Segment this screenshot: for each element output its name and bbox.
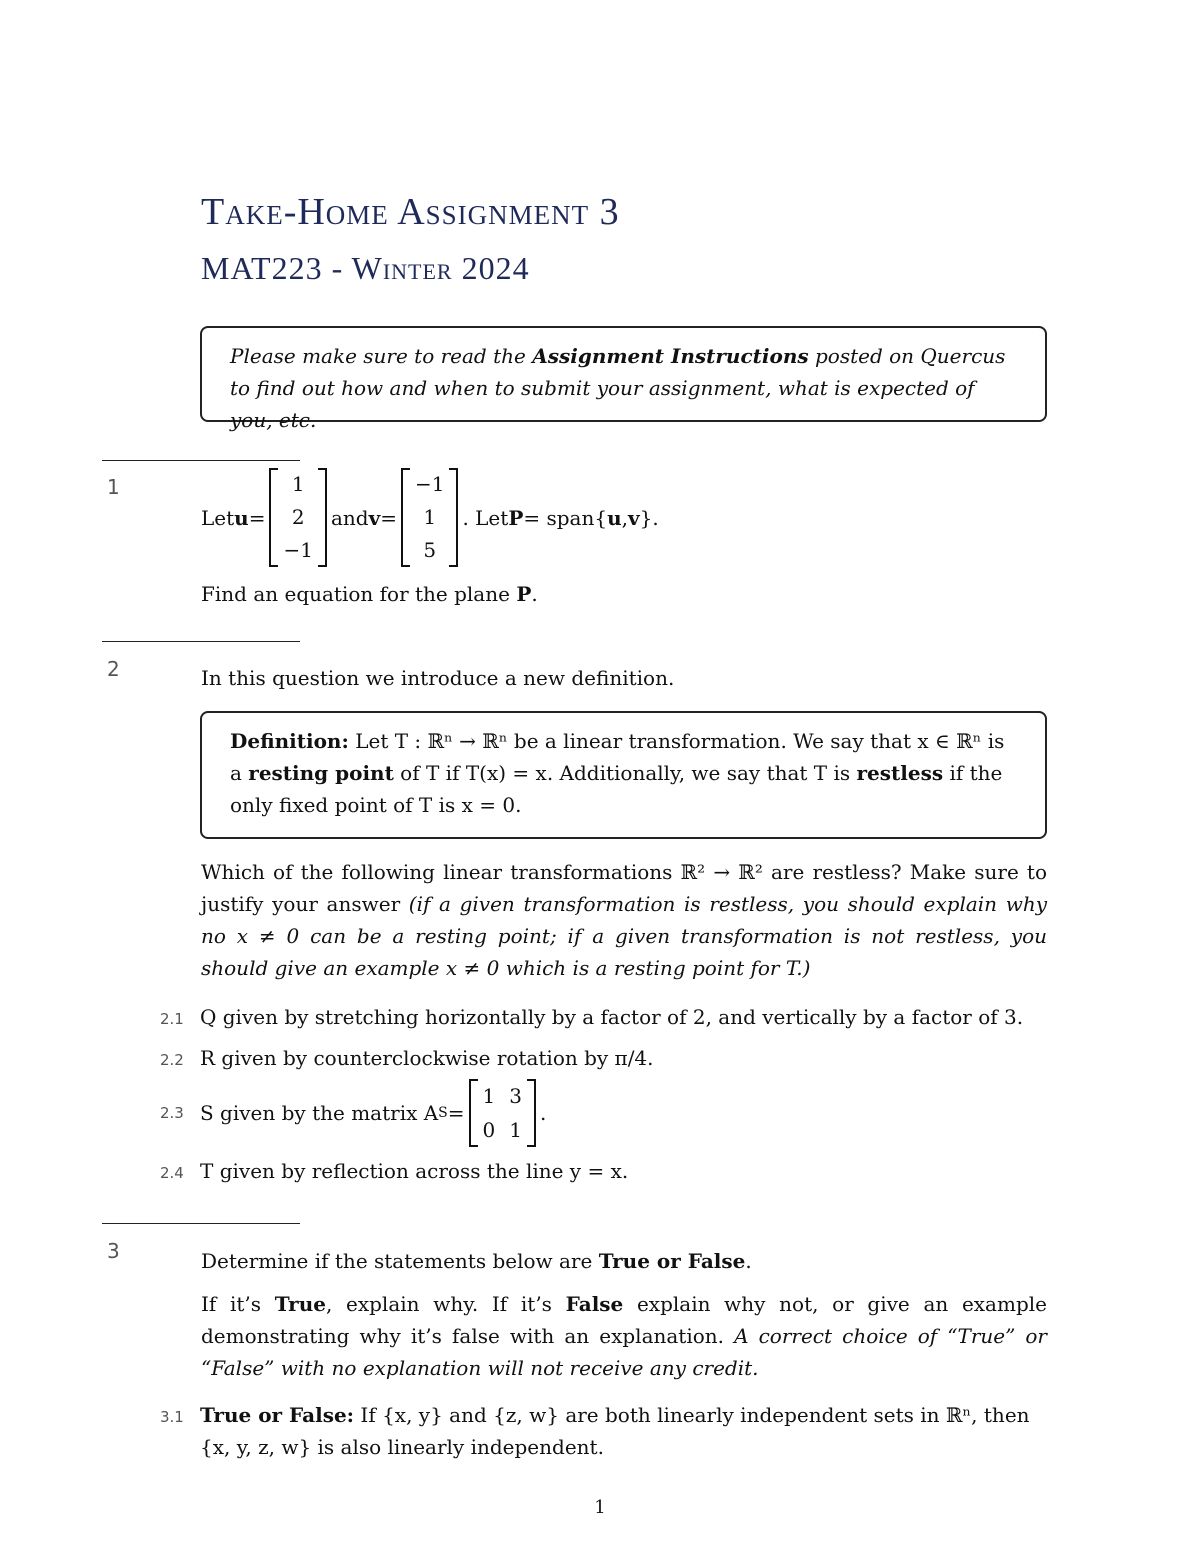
vector-v-symbol: v [368,505,381,530]
q3-item-text: If {x, y} and {z, w} are both linearly independent sets in ℝⁿ, then {x, y, z, w} is also linearly independent. [200,1403,1030,1459]
vector-v-entry: 1 [423,505,437,529]
q2-item-text: S given by the matrix A [200,1101,439,1125]
vector-u-entry: 1 [291,472,305,496]
definition-end: if the only fixed point of T is x = 0. [230,761,1003,817]
q2-item-number: 2.3 [160,1104,184,1122]
question-3-rule [102,1223,300,1224]
question-3-number: 3 [107,1239,120,1263]
q1-and-text: and [330,505,369,530]
matrix-entry: 1 [509,1118,522,1142]
q2-item-text: Q given by stretching horizontally by a factor of 2, and vertically by a factor of 3. [200,1005,1024,1029]
question-1-statement [201,468,1047,567]
vector-u-symbol: u [234,505,249,530]
matrix-entry: 1 [482,1084,496,1108]
question-2-number: 2 [107,657,120,681]
q2-item-end: . [540,1101,547,1125]
q2-item-1 [160,1001,1060,1035]
q3-true-or-false: True or False [598,1249,746,1273]
q2-item-equals: = [447,1101,465,1125]
plane-p-symbol: P [508,505,524,530]
matrix-entry: 0 [482,1118,496,1142]
vector-v-entry: 5 [423,538,437,562]
q1-equals-v: = [380,505,397,530]
question-1-task [201,578,1047,610]
restless-term: restless [856,761,944,785]
q1-span-open: = span{ [523,505,608,530]
q1-task-end: . [531,582,538,606]
matrix-as [469,1079,536,1147]
q3-credit-warning: A correct choice of “True” or “False” with no explanation will not receive any credit. [201,1324,1047,1380]
q2-item-4 [160,1155,1060,1189]
q2-item-2 [160,1042,1060,1076]
notice-instructions-emphasis: Assignment Instructions [532,344,809,368]
span-v: v [627,505,640,530]
question-3-intro [201,1245,1047,1277]
q2-question-italic: (if a given transformation is restless, you should explain why no x ≠ 0 can be a resting point; if a given transformation is not restless, you should give an example x ≠ 0 which is a resting point for T.) [201,892,1047,980]
q1-span-close: }. [639,505,659,530]
course-subtitle: MAT223 - Winter 2024 [201,250,530,286]
vector-u-entry: 2 [291,505,305,529]
q3-false-word: False [565,1292,624,1316]
q3-item-label: True or False: [200,1403,355,1427]
q3-p1-a: If it’s [201,1292,275,1316]
q2-item-number: 2.4 [160,1164,184,1182]
q3-p1-c: explain why not, or give an example demonstrating why it’s false with an explanation. [201,1292,1047,1348]
q2-item-3 [160,1079,1060,1147]
definition-mid: of T if T(x) = x. Additionally, we say that T is [393,761,857,785]
q3-intro-text: Determine if the statements below are [201,1249,599,1273]
definition-text: Let T : ℝⁿ → ℝⁿ be a linear transformation. We say that x ∈ ℝⁿ is a [230,729,1005,785]
span-u: u [607,505,622,530]
question-2-prompt [201,856,1047,984]
vector-u-entry: −1 [283,538,313,562]
q3-p1-b: , explain why. If it’s [325,1292,566,1316]
question-1-number: 1 [107,475,120,499]
q2-item-text: R given by counterclockwise rotation by π/4. [200,1046,654,1070]
q3-intro-end: . [745,1249,752,1273]
vector-v-entry: −1 [414,472,445,496]
question-3-instructions [201,1288,1047,1384]
q1-let-p-text: . Let [462,505,509,530]
q3-item-number: 3.1 [160,1408,184,1426]
q1-task-plane: P [516,582,532,606]
question-2-intro: In this question we introduce a new definition. [201,666,675,690]
instructions-notice [200,326,1047,432]
q2-question-text: Which of the following linear transformations ℝ² → ℝ² are restless? Make sure to justify your answer [201,860,1047,916]
page-number: 1 [594,1497,606,1518]
q1-equals-u: = [248,505,266,530]
resting-point-term: resting point [248,761,394,785]
notice-text-after: posted on Quercus to find out how and when to submit your assignment, what is expected of you, etc. [230,344,1006,432]
q2-item-text: T given by reflection across the line y = x. [200,1159,629,1183]
question-1-rule [102,460,300,461]
span-comma: , [621,505,628,530]
notice-text-before: Please make sure to read the [230,344,533,368]
matrix-subscript: S [438,1105,448,1121]
vector-u-matrix [269,468,326,567]
definition-box [200,711,1047,839]
matrix-entry: 3 [509,1084,522,1108]
q1-task-text: Find an equation for the plane [201,582,517,606]
q2-item-number: 2.2 [160,1051,184,1069]
page-title: Take-Home Assignment 3 [201,191,620,233]
q1-let-text: Let [201,505,235,530]
q2-item-number: 2.1 [160,1010,184,1028]
vector-v-matrix [401,468,458,567]
definition-label: Definition: [230,729,349,753]
question-2-rule [102,641,300,642]
q3-true-word: True [274,1292,326,1316]
q3-item-1 [160,1399,1047,1463]
